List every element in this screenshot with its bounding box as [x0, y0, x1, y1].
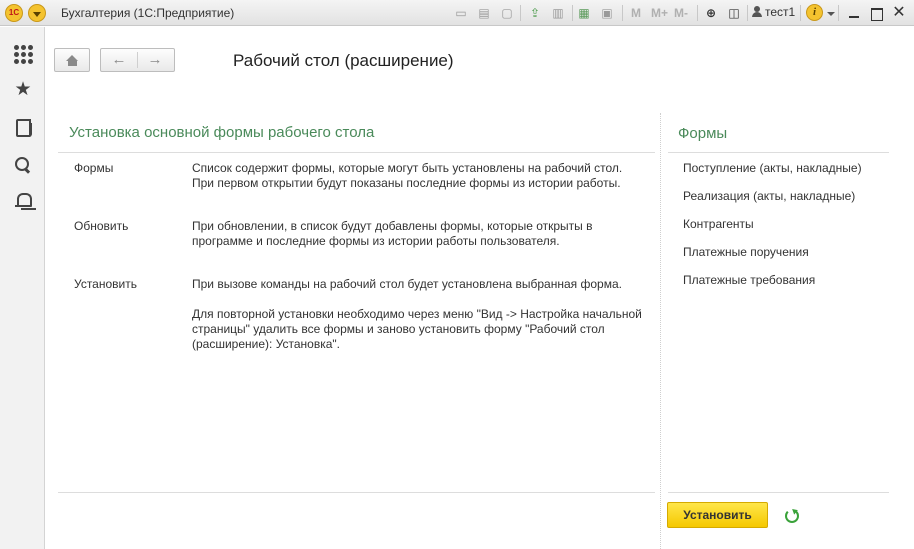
toolbar-separator — [747, 5, 748, 21]
minimize-button[interactable] — [846, 5, 862, 21]
divider — [58, 492, 655, 493]
forms-list-item[interactable]: Реализация (акты, накладные) — [683, 189, 856, 203]
upload-icon[interactable]: ⇪ — [529, 6, 541, 20]
zoom-icon[interactable]: ⊕ — [705, 6, 717, 20]
link-icon[interactable]: ▥ — [552, 6, 564, 20]
close-icon[interactable]: ✕ — [892, 4, 906, 21]
memory-minus-button[interactable]: M- — [674, 6, 688, 20]
home-icon — [66, 55, 79, 66]
calendar-icon[interactable]: ▣ — [601, 6, 613, 20]
memory-plus-button[interactable]: M+ — [651, 6, 669, 20]
sections-sidebar — [0, 27, 45, 549]
panel-divider — [660, 113, 661, 549]
notifications-bell-icon[interactable] — [13, 191, 33, 211]
forms-title: Формы — [678, 125, 728, 142]
help-term: Установить — [74, 277, 137, 291]
chevron-down-icon[interactable] — [827, 12, 835, 16]
app-title: Бухгалтерия (1С:Предприятие) — [61, 6, 235, 20]
install-button[interactable]: Установить — [667, 502, 768, 528]
back-arrow-icon[interactable]: ← — [111, 51, 127, 68]
divider — [58, 152, 655, 153]
forward-arrow-icon[interactable]: → — [147, 51, 163, 68]
info-icon[interactable]: i — [806, 4, 823, 21]
print-icon[interactable]: ▤ — [478, 6, 490, 20]
divider — [668, 492, 889, 493]
page-title: Рабочий стол (расширение) — [233, 51, 454, 70]
app-logo-icon: 1С — [5, 4, 23, 22]
memory-button[interactable]: M — [631, 6, 641, 20]
favorites-star-icon[interactable]: ★ — [14, 79, 32, 100]
apps-grid-icon[interactable] — [13, 44, 33, 64]
panels-icon[interactable]: ◫ — [728, 6, 740, 20]
toolbar-separator — [572, 5, 573, 21]
forms-list-item[interactable]: Контрагенты — [683, 217, 754, 231]
navigation-buttons — [100, 48, 175, 72]
toolbar-separator — [622, 5, 623, 21]
toolbar-separator — [838, 5, 839, 21]
refresh-icon[interactable] — [783, 507, 801, 525]
toolbar-separator — [800, 5, 801, 21]
save-icon[interactable]: ▭ — [455, 6, 467, 20]
history-icon[interactable] — [13, 117, 33, 137]
search-icon[interactable] — [13, 155, 33, 175]
help-description: При обновлении, в список будут добавлены формы, которые открыты в программе и последние формы из истории работы пользователя. — [192, 219, 593, 248]
user-name: тест1 — [765, 5, 796, 19]
main-menu-button[interactable] — [28, 4, 46, 22]
section-title: Установка основной формы рабочего стола — [69, 124, 375, 141]
forms-list-item[interactable]: Платежные поручения — [683, 245, 809, 259]
main-content — [46, 27, 914, 549]
toolbar-separator — [520, 5, 521, 21]
help-description: Список содержит формы, которые могут быть установлены на рабочий стол. При первом открытии будут показаны последние формы из истории работы. — [192, 161, 623, 190]
help-term: Обновить — [74, 219, 129, 233]
divider — [668, 152, 889, 153]
user-icon — [752, 6, 762, 17]
help-term: Формы — [74, 161, 114, 175]
forms-list-item[interactable]: Платежные требования — [683, 273, 816, 287]
calculator-icon[interactable]: ▦ — [578, 6, 590, 20]
forms-list-item[interactable]: Поступление (акты, накладные) — [683, 161, 862, 175]
help-description: При вызове команды на рабочий стол будет установлена выбранная форма. Для повторной установки необходимо через меню "Вид -> Настройка начальной страницы" удалить все формы и заново установить форму "Рабочий стол (расширение): Установка". — [192, 277, 642, 351]
toolbar-separator — [697, 5, 698, 21]
user-menu[interactable] — [752, 5, 795, 19]
title-bar — [0, 0, 914, 26]
home-button[interactable] — [54, 48, 90, 72]
preview-icon[interactable]: ▢ — [501, 6, 513, 20]
maximize-button[interactable] — [868, 5, 884, 21]
